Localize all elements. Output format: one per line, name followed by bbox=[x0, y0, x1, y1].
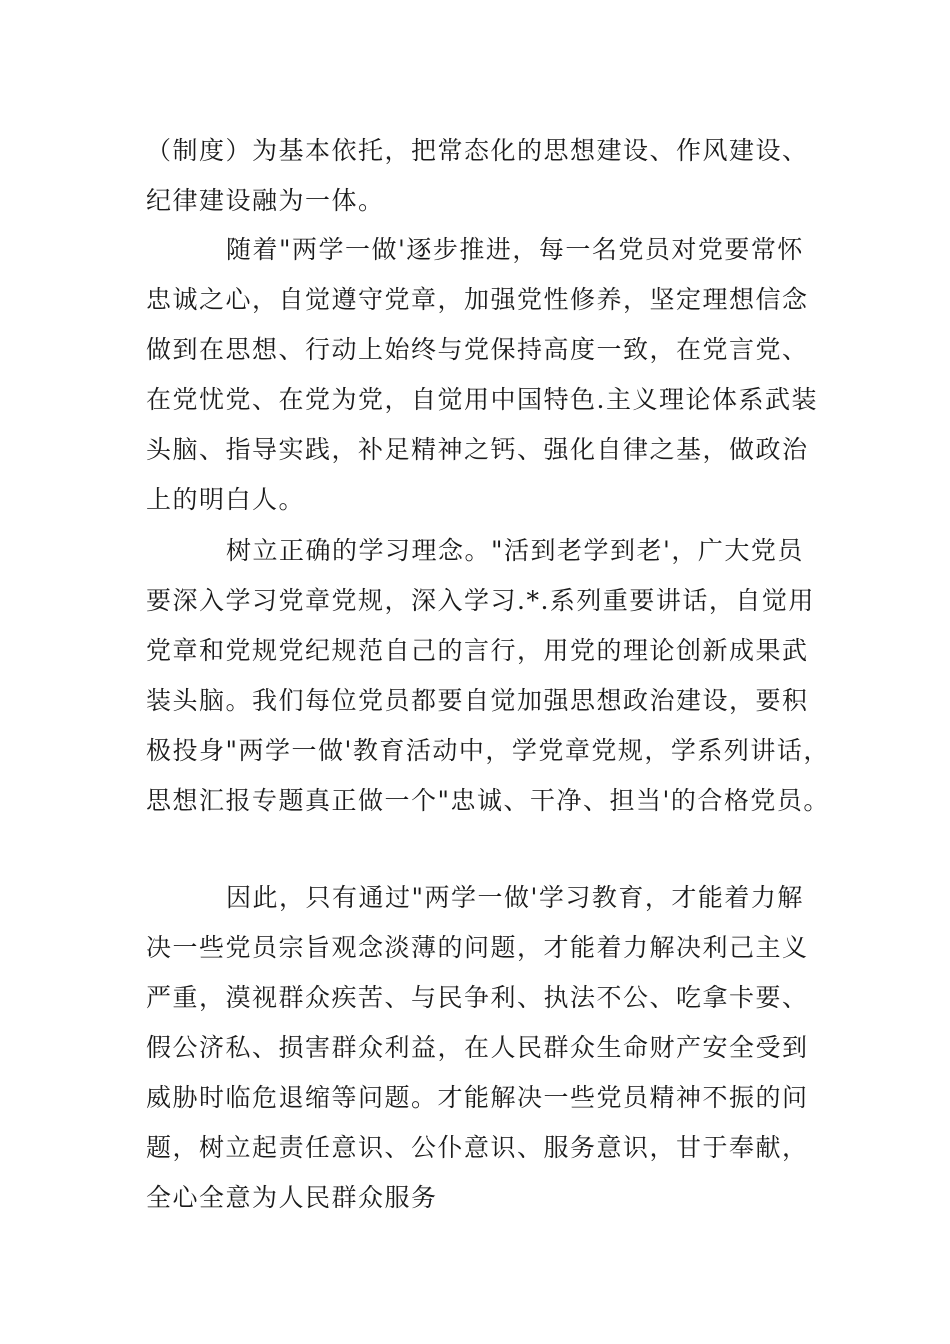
paragraph-line: 假公济私、损害群众利益，在人民群众生命财产安全受到 bbox=[146, 1033, 809, 1062]
paragraph-line: 要深入学习党章党规，深入学习.*.系列重要讲话，自觉用 bbox=[146, 586, 815, 615]
paragraph-line: 在党忧党、在党为党，自觉用中国特色.主义理论体系武装 bbox=[146, 385, 818, 414]
paragraph-line: （制度）为基本依托，把常态化的思想建设、作风建设、 bbox=[146, 136, 809, 165]
paragraph-line: 党章和党规党纪规范自己的言行，用党的理论创新成果武 bbox=[146, 636, 809, 665]
paragraph-line: 全心全意为人民群众服务 bbox=[146, 1183, 438, 1212]
paragraph-line: 题，树立起责任意识、公仆意识、服务意识，甘于奉献， bbox=[146, 1133, 809, 1162]
paragraph-line: 威胁时临危退缩等问题。才能解决一些党员精神不振的问 bbox=[146, 1083, 809, 1112]
paragraph-1 bbox=[146, 126, 846, 226]
paragraph-line: 思想汇报专题真正做一个"忠诚、干净、担当'的合格党员。 bbox=[146, 786, 830, 815]
paragraph-line: 装头脑。我们每位党员都要自觉加强思想政治建设，要积 bbox=[146, 686, 809, 715]
paragraph-line: 纪律建设融为一体。 bbox=[146, 186, 385, 215]
paragraph-2 bbox=[146, 225, 846, 525]
paragraph-3 bbox=[146, 526, 846, 826]
paragraph-line: 忠诚之心，自觉遵守党章，加强党性修养，坚定理想信念 bbox=[146, 285, 809, 314]
paragraph-line: 随着"两学一做'逐步推进，每一名党员对党要常怀 bbox=[226, 235, 804, 264]
paragraph-line: 做到在思想、行动上始终与党保持高度一致，在党言党、 bbox=[146, 335, 809, 364]
paragraph-line: 因此，只有通过"两学一做'学习教育，才能着力解 bbox=[226, 883, 804, 912]
paragraph-4 bbox=[146, 873, 846, 1223]
paragraph-line: 决一些党员宗旨观念淡薄的问题，才能着力解决利己主义 bbox=[146, 933, 809, 962]
paragraph-line: 极投身"两学一做'教育活动中，学党章党规，学系列讲话， bbox=[146, 736, 830, 765]
paragraph-line: 头脑、指导实践，补足精神之钙、强化自律之基，做政治 bbox=[146, 435, 809, 464]
paragraph-line: 上的明白人。 bbox=[146, 485, 306, 514]
paragraph-line: 严重，漠视群众疾苦、与民争利、执法不公、吃拿卡要、 bbox=[146, 983, 809, 1012]
paragraph-line: 树立正确的学习理念。"活到老学到老'，广大党员 bbox=[226, 536, 804, 565]
